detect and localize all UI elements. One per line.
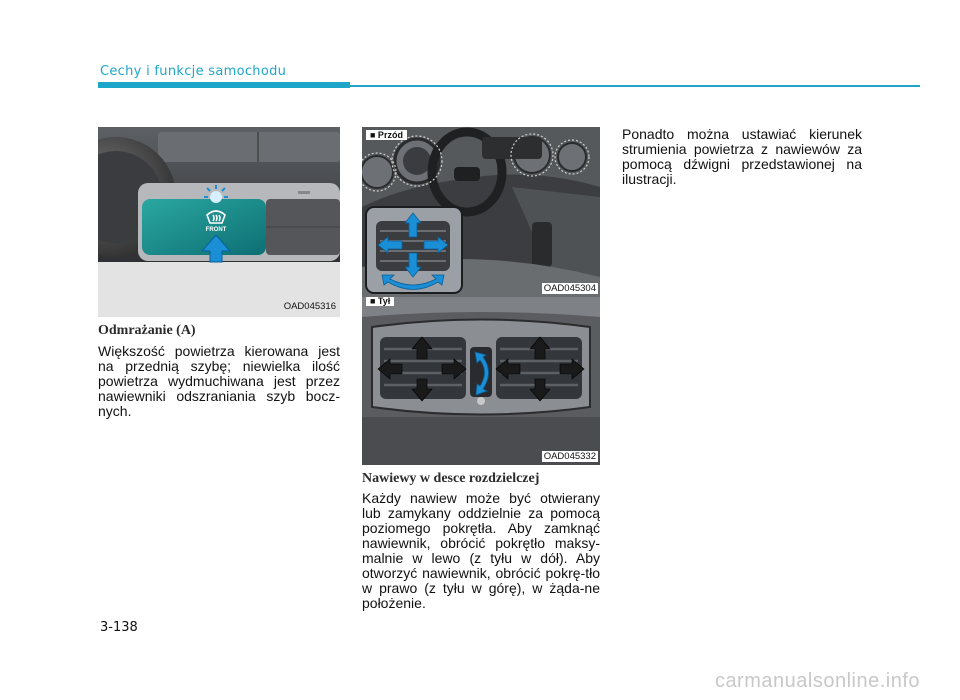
watermark: carmanualsonline.info [714,670,920,692]
header-rule [350,85,920,87]
rear-vents-figure [362,297,600,465]
dashboard-vents-text: Każdy nawiew może być otwierany lub zamykany oddzielnie za pomocą poziomego pokrętła. Aby zamknąć nawiewnik, obrócić pokrętło maksy-malnie w lewo (z tyłu w dół). Aby otworzyć nawiewnik, obrócić pokrę-tło w prawo (z tyłu w górę), w żąda-ne położenie. [362,490,600,611]
rear-vents-illustration [362,297,600,465]
rear-vents-code: OAD045332 [543,451,596,462]
header-accent-bar [98,82,350,88]
front-vents-label: ■ Przód [366,130,407,140]
dashboard-vents-heading: Nawiewy w desce rozdzielczej [362,471,540,486]
defrost-figure-code: OAD045316 [283,301,336,312]
defrost-text: Większość powietrza kierowana jest na przednią szybę; niewielka ilość powietrza wydmuchiwana jest przez nawiewniki odszraniania szyb bocz-nych. [98,343,340,419]
front-vents-illustration [362,127,600,297]
front-vents-figure [362,127,600,297]
direction-text: Ponadto można ustawiać kierunek strumienia powietrza z nawiewów za pomocą dźwigni przedstawionej na ilustracji. [622,126,862,187]
defrost-illustration [98,127,340,317]
defrost-heading: Odmrażanie (A) [98,323,196,338]
front-button-text: FRONT [205,227,227,233]
chapter-title: Cechy i funkcje samochodu [100,64,287,79]
rear-vents-label: ■ Tył [366,297,394,306]
defrost-figure [98,127,340,317]
front-vents-code: OAD045304 [543,283,596,294]
page-number: 3-138 [100,620,138,635]
